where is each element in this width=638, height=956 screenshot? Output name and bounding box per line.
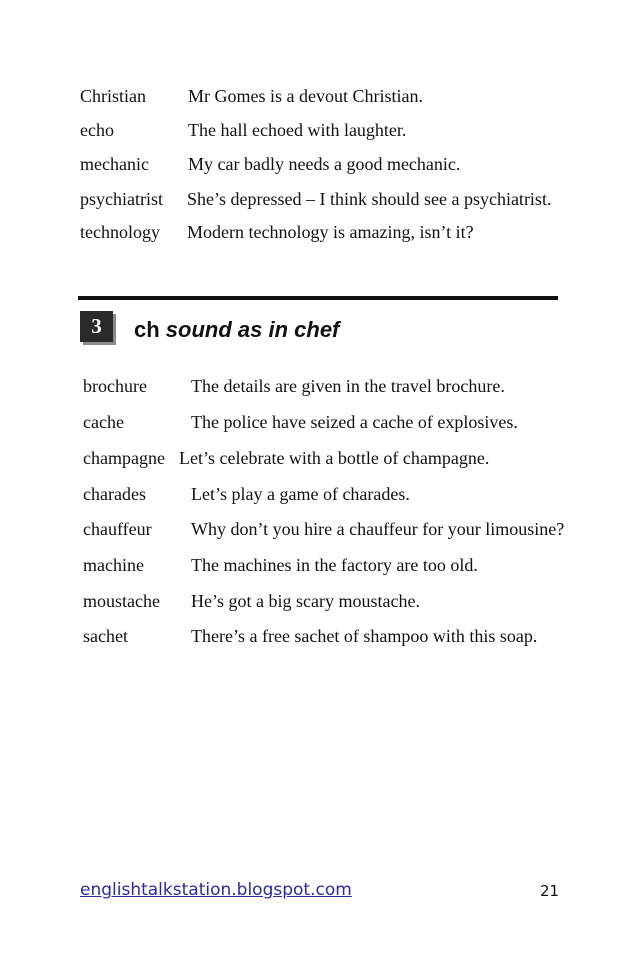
section-title-italic: sound as in chef — [165, 317, 340, 342]
example-sentence: He’s got a big scary moustache. — [191, 591, 420, 611]
example-sentence: The hall echoed with laughter. — [188, 120, 407, 140]
vocab-word: champagne — [83, 448, 165, 468]
section-divider — [78, 296, 558, 300]
vocab-word: moustache — [83, 591, 160, 611]
footer-website-link[interactable]: englishtalkstation.blogspot.com — [80, 880, 352, 900]
page-number: 21 — [540, 882, 560, 900]
section-title-plain: ch — [134, 317, 166, 342]
example-sentence: My car badly needs a good mechanic. — [188, 154, 461, 174]
example-sentence: She’s depressed – I think should see a psychiatrist. — [187, 189, 552, 209]
section-title — [134, 317, 339, 343]
example-sentence: Mr Gomes is a devout Christian. — [188, 86, 423, 106]
vocab-word: Christian — [80, 86, 146, 106]
vocab-word: cache — [83, 412, 124, 432]
example-sentence: The machines in the factory are too old. — [191, 555, 478, 575]
vocab-word: echo — [80, 120, 114, 140]
example-sentence: Let’s play a game of charades. — [191, 484, 410, 504]
example-sentence: Why don’t you hire a chauffeur for your limousine? — [191, 519, 565, 539]
example-sentence: Let’s celebrate with a bottle of champagne. — [179, 448, 490, 468]
example-sentence: The police have seized a cache of explosives. — [191, 412, 518, 432]
vocab-word: psychiatrist — [80, 189, 163, 209]
vocab-word: mechanic — [80, 154, 149, 174]
vocab-word: charades — [83, 484, 146, 504]
section-number-badge: 3 — [80, 311, 113, 342]
vocab-word: sachet — [83, 626, 128, 646]
example-sentence: Modern technology is amazing, isn’t it? — [187, 222, 474, 242]
vocab-word: brochure — [83, 376, 147, 396]
vocab-word: chauffeur — [83, 519, 152, 539]
vocab-word: technology — [80, 222, 160, 242]
example-sentence: The details are given in the travel brochure. — [191, 376, 505, 396]
example-sentence: There’s a free sachet of shampoo with this soap. — [191, 626, 538, 646]
vocab-word: machine — [83, 555, 144, 575]
